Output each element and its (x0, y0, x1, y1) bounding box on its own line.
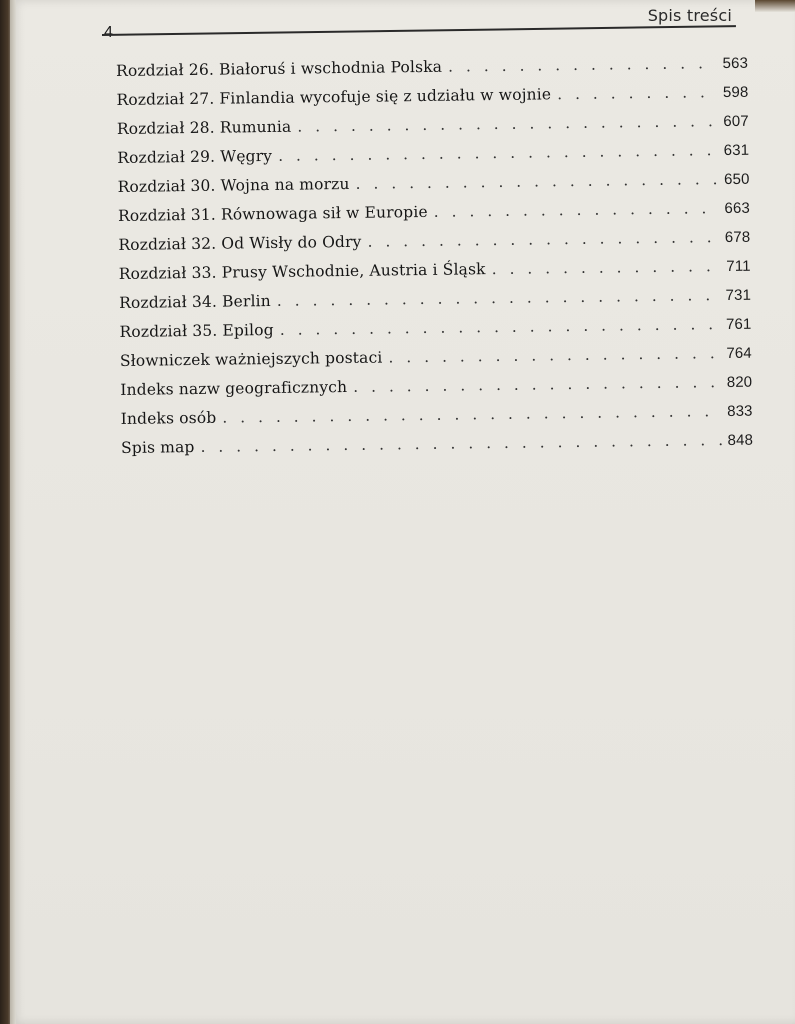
toc-entry-page: 731 (725, 286, 752, 305)
table-of-contents (116, 54, 753, 468)
toc-dot-leader (355, 170, 718, 193)
toc-entry-title: Rozdział 33. Prusy Wschodnie, Austria i Śląsk (118, 260, 486, 283)
toc-entry-title: Rozdział 32. Od Wisły do Odry (118, 232, 362, 254)
toc-entry-title: Rozdział 26. Białoruś i wschodnia Polska (116, 57, 443, 80)
toc-entry-title: Rozdział 31. Równowaga sił w Europie (117, 202, 428, 225)
page-number: 4 (104, 24, 113, 41)
toc-entry-page: 761 (725, 315, 752, 334)
page-header (10, 0, 795, 50)
running-title: Spis treści (647, 6, 732, 25)
toc-dot-leader (367, 228, 719, 251)
toc-entry-title: Rozdział 28. Rumunia (116, 117, 292, 138)
toc-dot-leader (557, 83, 717, 103)
toc-entry-page: 764 (726, 344, 752, 363)
toc-entry-title: Rozdział 30. Wojna na morzu (117, 174, 350, 196)
toc-dot-leader (388, 344, 720, 366)
toc-dot-leader (492, 257, 721, 278)
toc-entry-title: Rozdział 35. Epilog (119, 320, 274, 341)
toc-dot-leader (353, 373, 721, 396)
toc-entry-title: Spis map (120, 438, 195, 457)
toc-entry-page: 563 (722, 54, 749, 73)
toc-entry-title: Indeks osób (120, 408, 217, 428)
toc-entry-page: 678 (724, 228, 751, 247)
toc-entry-page: 631 (723, 141, 750, 160)
toc-entry-page: 833 (727, 402, 753, 421)
toc-entry-title: Indeks nazw geograficznych (120, 378, 348, 399)
toc-entry-title: Rozdział 27. Finlandia wycofuje się z udziału w wojnie (116, 85, 552, 109)
book-page (10, 0, 795, 1024)
toc-entry-page: 598 (722, 83, 749, 102)
toc-entry-title: Słowniczek ważniejszych postaci (119, 348, 383, 370)
toc-entry-page: 711 (726, 257, 751, 276)
toc-entry-page: 663 (724, 199, 751, 218)
page-gutter (10, 0, 16, 1024)
toc-entry-page: 607 (723, 112, 749, 131)
toc-entry-page: 820 (726, 373, 753, 392)
toc-dot-leader (448, 54, 717, 76)
toc-entry-page: 848 (727, 431, 754, 450)
header-rule (102, 25, 736, 35)
toc-entry-title: Rozdział 34. Berlin (119, 291, 271, 312)
toc-dot-leader (434, 199, 719, 221)
toc-entry-title: Rozdział 29. Węgry (117, 146, 273, 167)
toc-entry-page: 650 (723, 170, 750, 189)
